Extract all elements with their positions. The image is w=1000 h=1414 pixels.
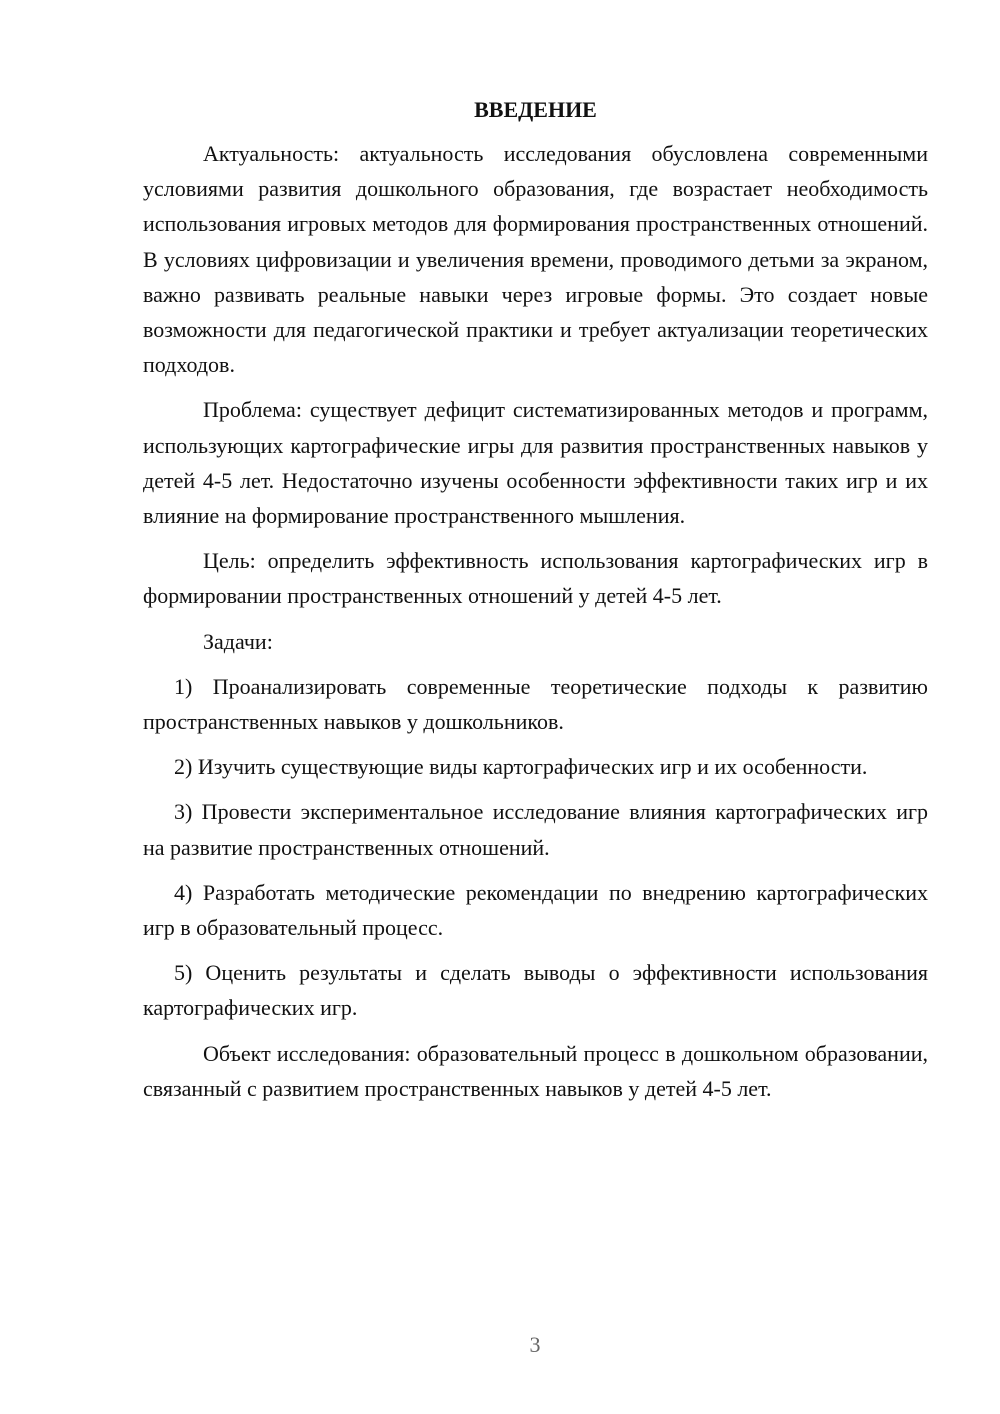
paragraph-goal: Цель: определить эффективность использования картографических игр в формировании пространственных отношений у детей 4-5 лет. — [143, 548, 928, 609]
task-item-4: 4) Разработать методические рекомендации по внедрению картографических игр в образовательный процесс. — [143, 879, 928, 941]
task-item-3: 3) Провести экспериментальное исследование влияния картографических игр на развитие пространственных отношений. — [143, 799, 928, 860]
task-item-5: 5) Оценить результаты и сделать выводы о эффективности использования картографических игр. — [143, 960, 928, 1021]
paragraph-object: Объект исследования: образовательный процесс в дошкольном образовании, связанный с развитием пространственных навыков у детей 4-5 лет. — [143, 1040, 928, 1101]
page-number: 3 — [529, 1332, 541, 1357]
paragraph-relevance: Актуальность: актуальность исследования обусловлена современными условиями развития дошкольного образования, где возрастает необходимость использования игровых методов для формирования пространственных отношений. В условиях цифровизации и увеличения времени, проводимого детьми за экраном, важно развивать реальные навыки через игровые формы. Это создает новые возможности для педагогической практики и требует актуализации теоретических подходов. — [143, 141, 928, 378]
task-item-1: 1) Проанализировать современные теоретические подходы к развитию пространственных навыков у дошкольников. — [143, 673, 928, 735]
document-page — [143, 92, 928, 1106]
paragraph-problem: Проблема: существует дефицит систематизированных методов и программ, использующих картографические игры для развития пространственных навыков у детей 4-5 лет. Недостаточно изучены особенности эффективности таких игр и их влияние на формирование пространственного мышления. — [143, 397, 928, 529]
section-heading: ВВЕДЕНИЕ — [474, 97, 597, 122]
task-item-2: 2) Изучить существующие виды картографических игр и их особенности. — [174, 754, 868, 780]
tasks-label: Задачи: — [203, 628, 273, 654]
